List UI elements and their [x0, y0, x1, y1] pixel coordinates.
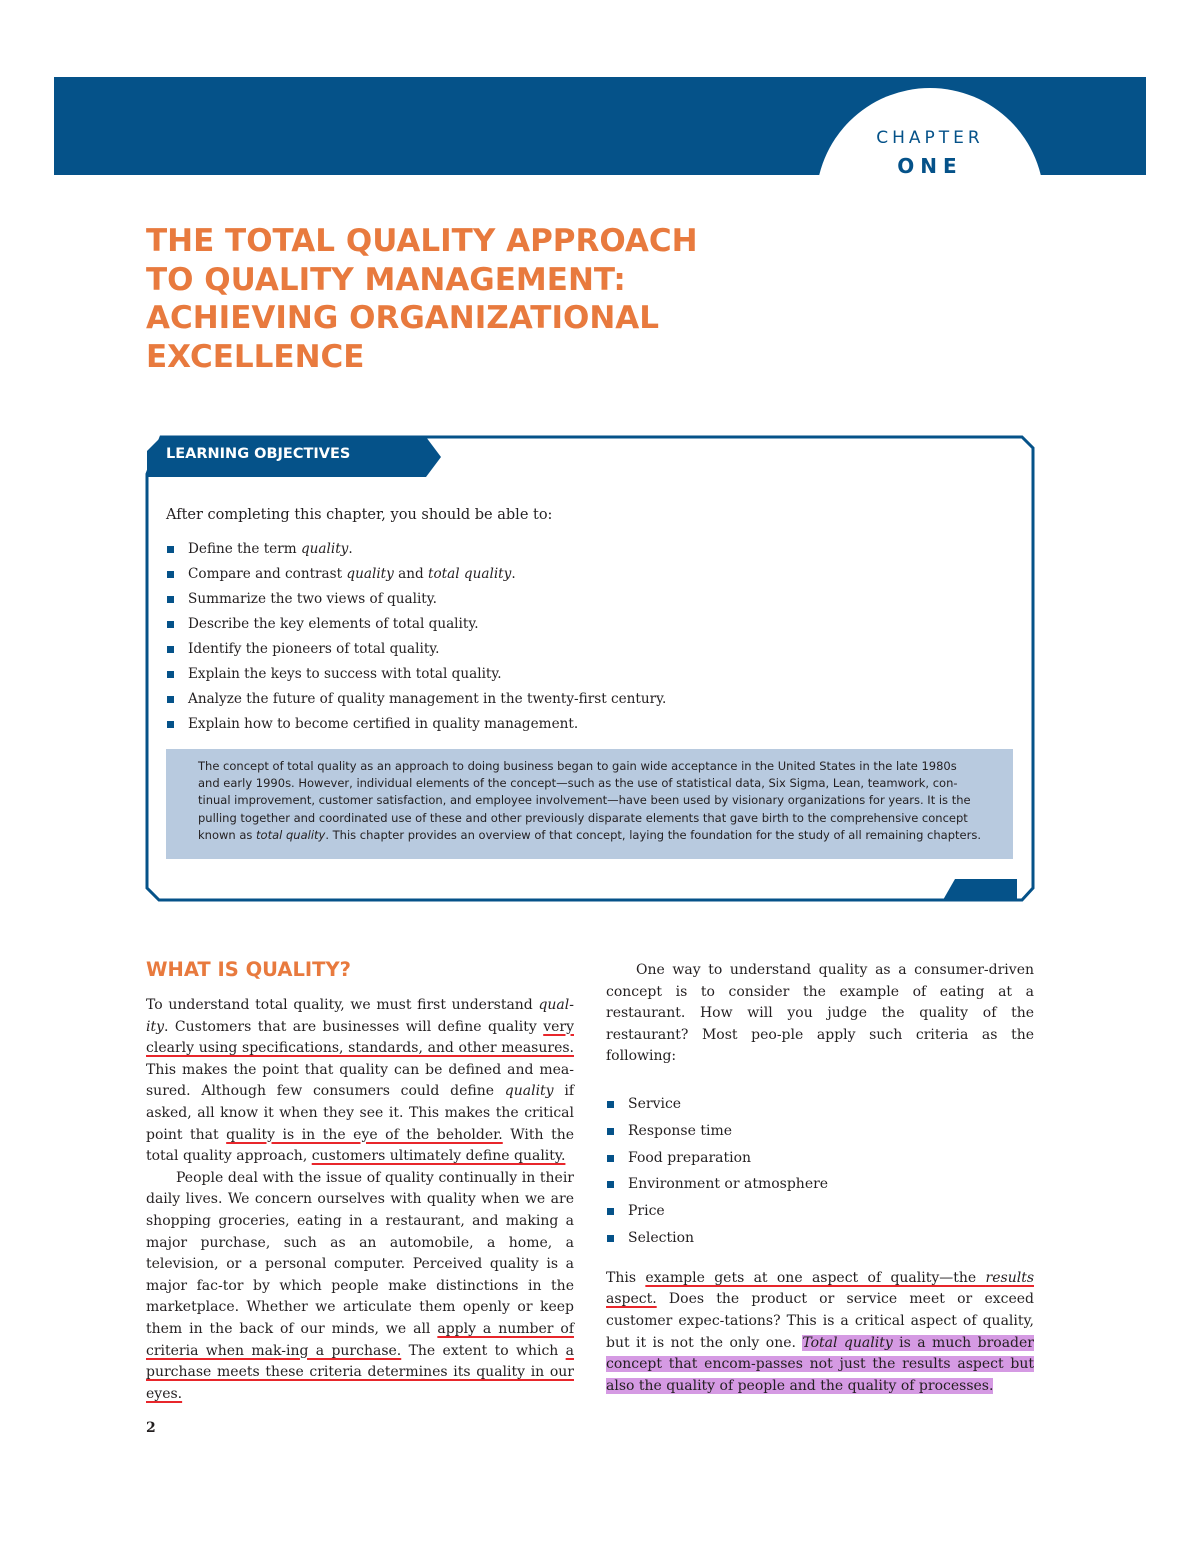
objective-text: and	[393, 566, 429, 582]
body-paragraph	[146, 1168, 574, 1406]
criteria-text: Response time	[628, 1122, 733, 1139]
objective-text: .	[348, 541, 353, 557]
objectives-corner-tab	[943, 879, 1017, 900]
criteria-text: Selection	[628, 1229, 695, 1246]
chapter-number: ONE	[897, 154, 963, 178]
objective-term: quality	[300, 541, 349, 557]
objective-item	[166, 565, 886, 590]
highlighted-text: is a much broader concept that encom-passes not just the results aspect but also the quality of people and the quality of processes.	[606, 1334, 1034, 1394]
body-paragraph: One way to understand quality as a consumer-driven concept is to consider the example of eating at a restaurant. How will you judge the quality of the restaurant? Most peo-ple apply such criteria as the following:	[606, 962, 1034, 1065]
objectives-intro	[166, 507, 786, 523]
objective-text: Identify the pioneers of total quality.	[188, 641, 440, 657]
bullet-square-icon	[167, 546, 174, 553]
body-text: Does the product or service meet or exceed customer expec-tations? This is a critical aspect of quality, but it is not the only one.	[606, 1291, 1034, 1351]
bullet-square-icon	[167, 696, 174, 703]
criteria-item	[606, 1121, 1034, 1148]
body-term: qual-ity	[146, 997, 574, 1035]
body-text: if asked, all know it when they see it. This makes the critical point that	[146, 1083, 575, 1143]
objective-text: Explain the keys to success with total quality.	[188, 666, 502, 682]
body-paragraph	[146, 995, 574, 1168]
objective-item	[166, 540, 886, 565]
objective-text: Analyze the future of quality management in the twenty-first century.	[188, 691, 667, 707]
underlined-passage: very clearly using specifications, standards, and other measures.	[146, 1018, 574, 1057]
bullet-square-icon	[167, 571, 174, 578]
objective-item	[166, 640, 886, 665]
body-text: This	[606, 1269, 646, 1286]
overview-line: tinual improvement, customer satisfaction, and employee involvement—have been used by visionary organizations for years. It is the	[198, 793, 971, 808]
criteria-item	[606, 1148, 1034, 1175]
criteria-list	[606, 1094, 1034, 1255]
objective-text: .	[511, 566, 516, 582]
criteria-item	[606, 1174, 1034, 1201]
underlined-passage: apply a number of criteria when mak-ing a purchase.	[146, 1320, 575, 1359]
bullet-square-icon	[607, 1208, 614, 1215]
bullet-square-icon	[607, 1235, 614, 1242]
body-term: Total quality	[802, 1334, 893, 1351]
bullet-square-icon	[167, 646, 174, 653]
body-text: This makes the point that quality can be defined and mea-sured. Although few consumers could define	[146, 1061, 574, 1100]
objective-item	[166, 690, 886, 715]
objectives-label: LEARNING OBJECTIVES	[166, 446, 351, 462]
underlined-passage: quality is in the eye of the beholder.	[226, 1126, 503, 1143]
body-term: results	[985, 1269, 1034, 1286]
overview-line: pulling together and coordinated use of these and other previously disparate elements that gave birth to the comprehensive concept	[198, 810, 968, 825]
criteria-item	[606, 1228, 1034, 1255]
criteria-text: Environment or atmosphere	[628, 1176, 829, 1193]
bullet-square-icon	[167, 721, 174, 728]
right-column	[606, 960, 1034, 1397]
objective-item	[166, 665, 886, 690]
underlined-text: aspect.	[606, 1291, 657, 1308]
underlined-passage: a purchase meets these criteria determines its quality in our eyes.	[146, 1342, 575, 1402]
objective-term: quality	[346, 566, 394, 582]
chapter-title-line: THE TOTAL QUALITY APPROACH	[146, 223, 698, 259]
body-text: The extent to which	[401, 1342, 566, 1359]
underlined-passage: customers ultimately define quality.	[311, 1148, 566, 1165]
bullet-square-icon	[607, 1181, 614, 1188]
chapter-title-line: TO QUALITY MANAGEMENT:	[146, 261, 626, 298]
criteria-text: Food preparation	[628, 1149, 752, 1166]
objectives-list	[166, 540, 886, 740]
bullet-square-icon	[607, 1101, 614, 1108]
chapter-title-line: EXCELLENCE	[146, 338, 365, 375]
overview-term: total quality	[256, 827, 326, 842]
objective-text: Define the term	[188, 541, 301, 557]
criteria-text: Service	[628, 1095, 682, 1112]
body-text: . Customers that are businesses will define quality	[164, 1018, 544, 1035]
body-text: To understand total quality, we must first understand	[146, 997, 539, 1013]
body-text: People deal with the issue of quality continually in their daily lives. We concern ourselves with quality when we are shopping groceries, eating in a restaurant, and making a major purchase, such as an automobile, a home, a television, or a personal computer. Perceived quality is a major fac-tor by which people make distinctions in the marketplace. Whether we articulate them openly or keep them in the back of our minds, we all	[146, 1169, 574, 1337]
objective-item	[166, 590, 886, 615]
page-number: 2	[146, 1420, 156, 1436]
bullet-square-icon	[607, 1128, 614, 1135]
objectives-intro-text: After completing this chapter, you should be able to:	[166, 507, 553, 523]
objective-item	[166, 615, 886, 640]
objective-text: Summarize the two views of quality.	[188, 591, 437, 607]
overview-text: . This chapter provides an overview of that concept, laying the foundation for the study of all remaining chapters.	[325, 827, 981, 842]
objective-item	[166, 715, 886, 740]
bullet-square-icon	[167, 621, 174, 628]
overview-line: The concept of total quality as an approach to doing business began to gain wide acceptance in the United States in the late 1980s	[198, 759, 957, 773]
overview-line: and early 1990s. However, individual elements of the concept—such as the use of statistical data, Six Sigma, Lean, teamwork, con-	[198, 776, 958, 791]
objective-term: total quality	[428, 566, 512, 582]
overview-text: known as	[198, 827, 257, 842]
criteria-item	[606, 1094, 1034, 1121]
objective-text: Compare and contrast	[188, 566, 347, 582]
bullet-square-icon	[167, 671, 174, 678]
criteria-text: Price	[628, 1203, 665, 1220]
overview-line	[198, 827, 999, 844]
underlined-text: example gets at one aspect of quality—the	[645, 1269, 986, 1286]
criteria-item	[606, 1201, 1034, 1228]
objective-text: Describe the key elements of total quality.	[188, 616, 479, 632]
body-paragraph	[606, 1268, 1034, 1398]
section-heading: WHAT IS QUALITY?	[146, 958, 351, 981]
objective-text: Explain how to become certified in quality management.	[188, 716, 579, 732]
chapter-title-line: ACHIEVING ORGANIZATIONAL	[146, 300, 660, 336]
chapter-label: CHAPTER	[876, 128, 984, 148]
bullet-square-icon	[607, 1155, 614, 1162]
chapter-overview	[166, 749, 1013, 859]
body-term: quality	[504, 1083, 554, 1100]
body-text: With the total quality approach,	[146, 1126, 574, 1165]
bullet-square-icon	[167, 596, 174, 603]
left-column	[146, 995, 574, 1405]
